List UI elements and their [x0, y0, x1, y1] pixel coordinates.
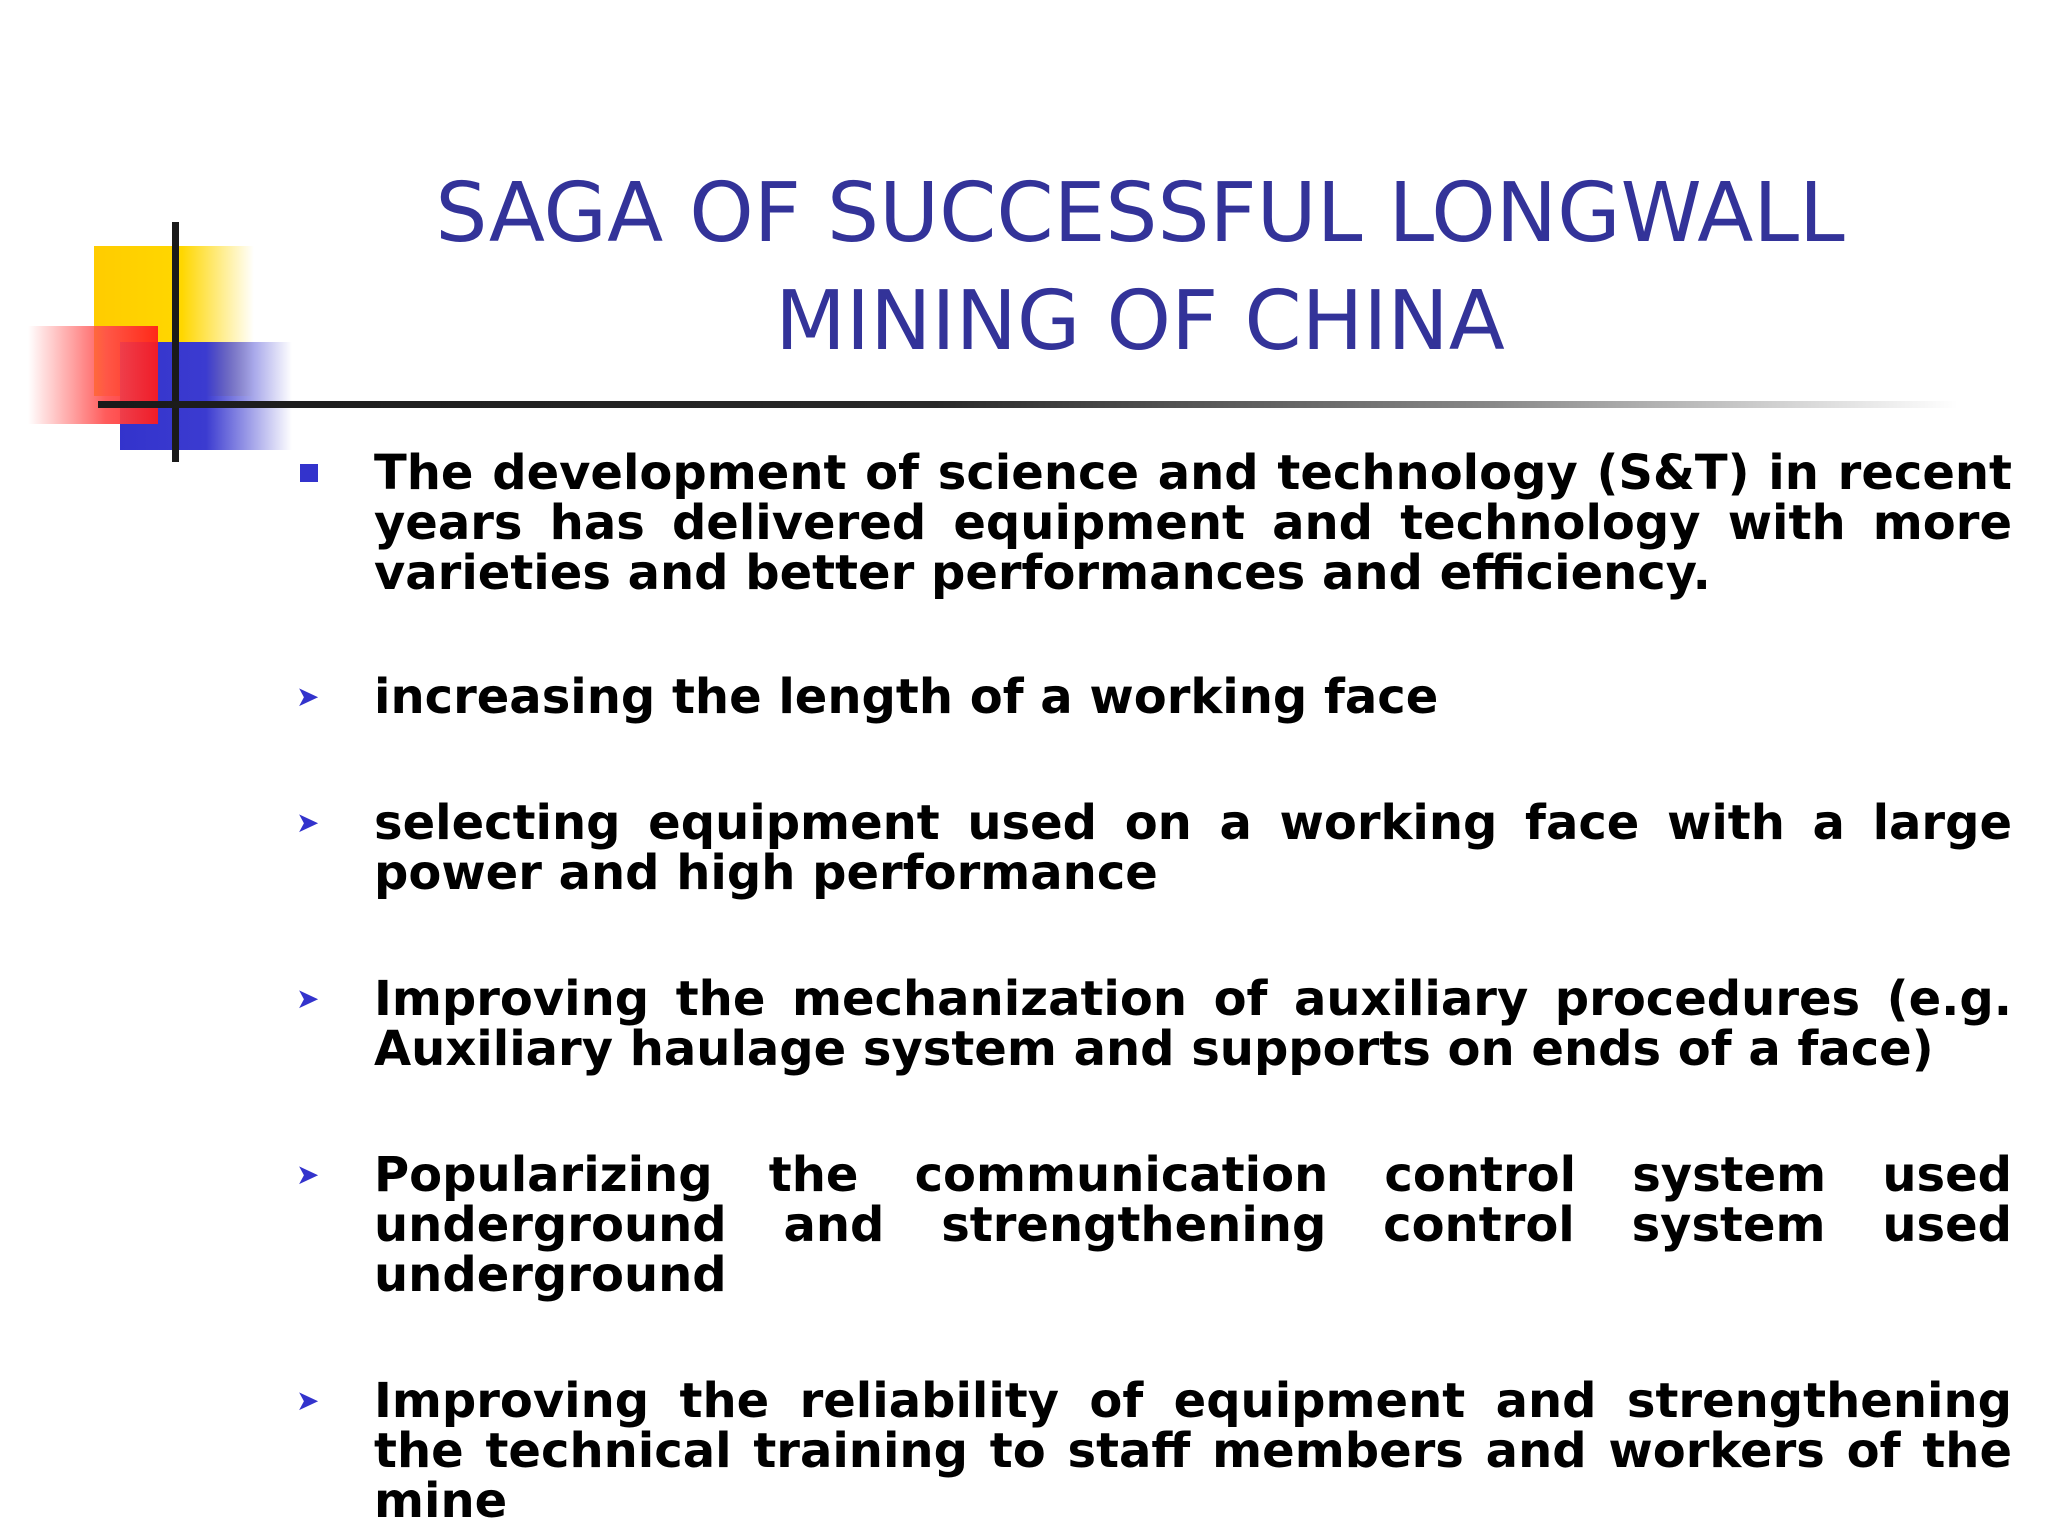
bullet-text: Improving the mechanization of auxiliary procedures (e.g. Auxiliary haulage system and supports on ends of a face) [374, 971, 2012, 1077]
bullet-item-1 [296, 445, 2012, 601]
arrowhead-bullet-icon: ➤ [296, 982, 320, 1015]
bullet-list [296, 445, 2012, 1529]
bullet-text: The development of science and technology (S&T) in recent years has delivered equipment and technology with more varieties and better performances and efficiency. [374, 445, 2012, 601]
slide-title [330, 160, 1950, 376]
bullet-text: selecting equipment used on a working face with a large power and high performance [374, 795, 2012, 901]
title-line-2: MINING OF CHINA [775, 274, 1505, 369]
title-underline-rule [98, 401, 1958, 408]
title-line-1: SAGA OF SUCCESSFUL LONGWALL [435, 166, 1845, 261]
bullet-text: increasing the length of a working face [374, 669, 1439, 725]
arrowhead-bullet-icon: ➤ [296, 1158, 320, 1191]
bullet-item-2 [296, 669, 2012, 725]
arrowhead-bullet-icon: ➤ [296, 1384, 320, 1417]
red-square-decoration [28, 326, 158, 424]
bullet-text: Popularizing the communication control system used underground and strengthening control system used underground [374, 1147, 2012, 1303]
square-bullet-icon [296, 448, 336, 498]
bullet-item-6 [296, 1373, 2012, 1529]
arrowhead-bullet-icon: ➤ [296, 806, 320, 839]
arrowhead-bullet-icon: ➤ [296, 680, 320, 713]
vertical-rule-decoration [172, 222, 179, 462]
bullet-item-3 [296, 795, 2012, 901]
bullet-item-4 [296, 971, 2012, 1077]
bullet-text: Improving the reliability of equipment and strengthening the technical training to staff members and workers of the mine [374, 1373, 2012, 1529]
bullet-item-5 [296, 1147, 2012, 1303]
corner-decoration [0, 0, 320, 480]
